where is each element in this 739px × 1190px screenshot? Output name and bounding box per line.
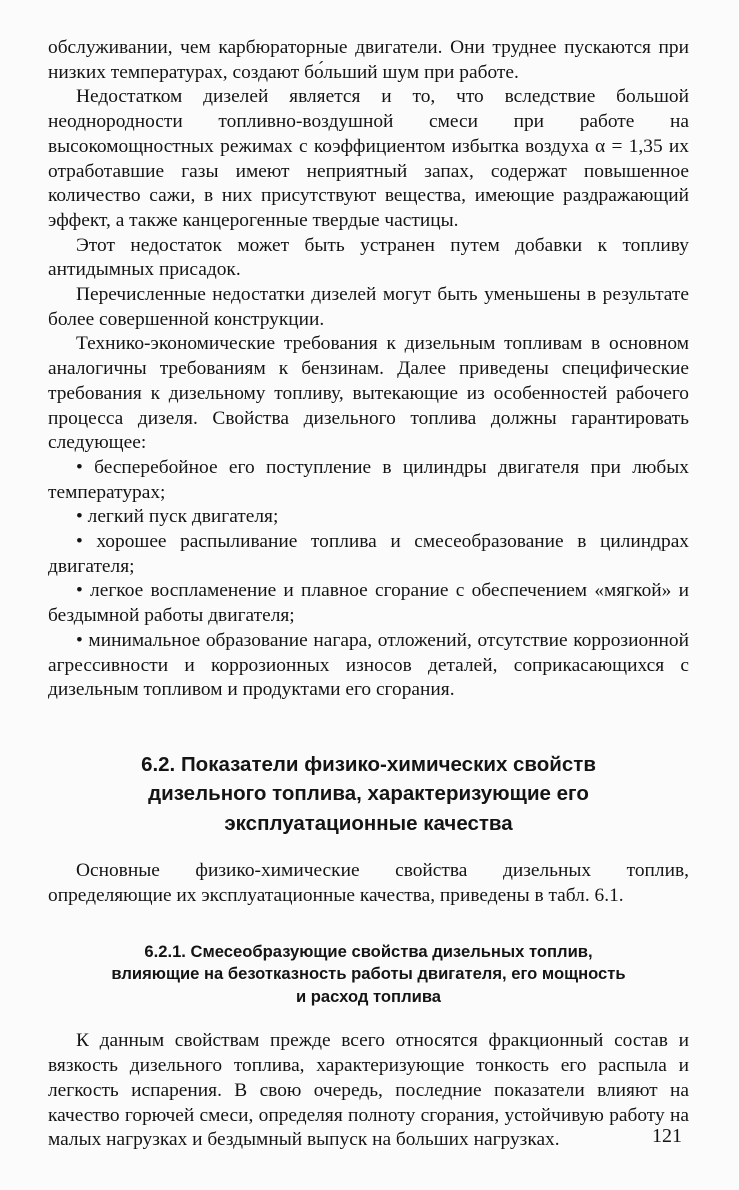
- subsection-heading-line: и расход топлива: [295, 986, 442, 1006]
- subsection-heading-line: 6.2.1. Смесеобразующие свойства дизельных топлив,: [144, 941, 593, 961]
- paragraph-additives: Этот недостаток может быть устранен путем добавки к топливу антидымных присадок.: [48, 234, 689, 281]
- subsection-paragraph: К данным свойствам прежде всего относятся фракционный состав и вязкость дизельного топлива, характеризующие тонкость его распыла и легкость испарения. В свою очередь, последние показатели влияют на качество горючей смеси, определяя полноту сгорания, устойчивую работу на малых нагрузках и бездымный выпуск на больших нагрузках.: [48, 1030, 689, 1151]
- section-heading-line: эксплуатационные качества: [224, 811, 513, 835]
- bullet-item: • легкий пуск двигателя;: [76, 506, 279, 528]
- page-number: 121: [652, 1125, 682, 1147]
- paragraph-continuation: обслуживании, чем карбюраторные двигатели. Они труднее пускаются при низких температурах, создают бо́льший шум при работе.: [48, 37, 689, 83]
- page-body: [48, 36, 689, 1153]
- section-heading: [48, 750, 689, 839]
- paragraph-drawbacks: Недостатком дизелей является и то, что вследствие большой неоднородности топливно-воздушной смеси при работе на высокомощностных режимах с коэффициентом избытка воздуха α = 1,35 их отработавшие газы имеют неприятный запах, содержат повышенное количество сажи, в них присутствуют вещества, имеющие раздражающий эффект, а также канцерогенные твердые частицы.: [48, 86, 689, 231]
- subsection-heading-line: влияющие на безотказность работы двигателя, его мощность: [111, 964, 626, 984]
- section-paragraph: Основные физико-химические свойства дизельных топлив, определяющие их эксплуатационные качества, приведены в табл. 6.1.: [48, 860, 689, 907]
- section-heading-line: 6.2. Показатели физико-химических свойств: [141, 752, 596, 776]
- subsection-heading: [48, 941, 689, 1009]
- section-heading-line: дизельного топлива, характеризующие его: [148, 782, 589, 806]
- paragraph-design: Перечисленные недостатки дизелей могут быть уменьшены в результате более совершенной конструкции.: [48, 284, 689, 330]
- bullet-item: • бесперебойное его поступление в цилиндры двигателя при любых температурах;: [48, 456, 689, 503]
- bullet-item: • минимальное образование нагара, отложений, отсутствие коррозионной агрессивности и коррозионных износов деталей, соприкасающихся с дизельным топливом и продуктами его сгорания.: [48, 629, 689, 701]
- paragraph-requirements: Технико-экономические требования к дизельным топливам в основном аналогичны требованиям к бензинам. Далее приведены специфические требования к дизельному топливу, вытекающие из особенностей рабочего процесса дизеля. Свойства дизельного топлива должны гарантировать следующее:: [48, 333, 689, 454]
- bullet-item: • хорошее распыливание топлива и смесеобразование в цилиндрах двигателя;: [48, 531, 689, 577]
- bullet-item: • легкое воспламенение и плавное сгорание с обеспечением «мягкой» и бездымной работы двигателя;: [48, 580, 689, 627]
